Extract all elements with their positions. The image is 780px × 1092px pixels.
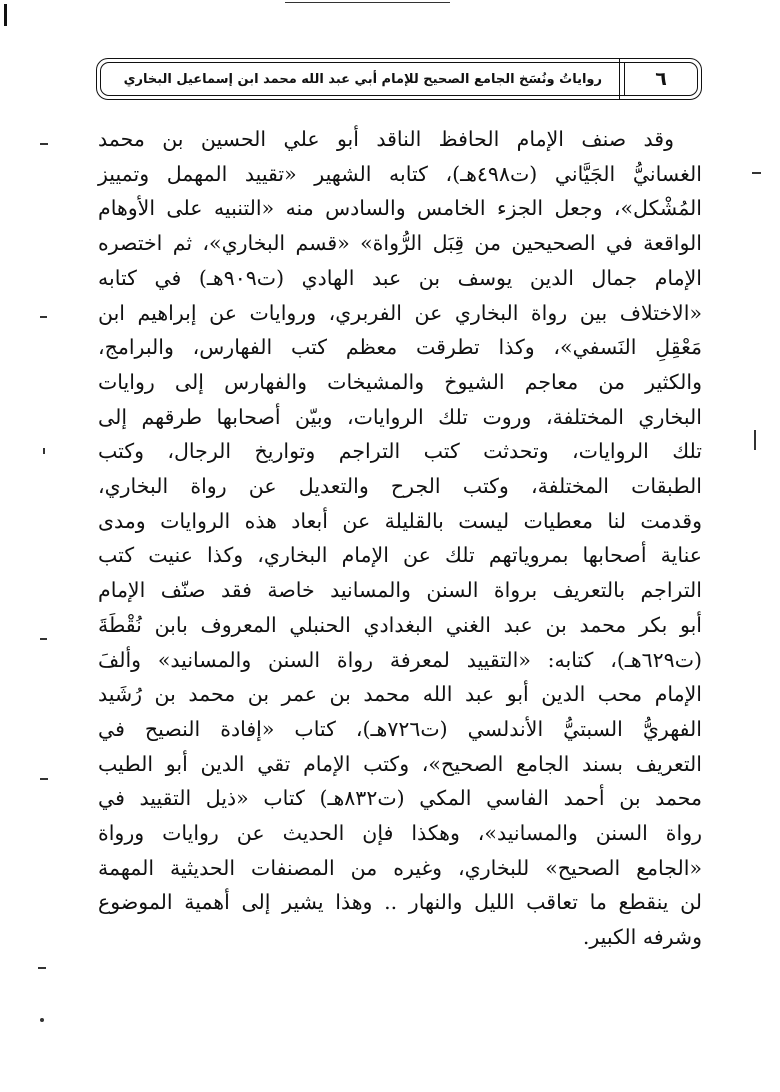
text-line: التعريف بسند الجامع الصحيح»، وكتب الإمام تقي الدين أبو الطيب	[98, 751, 702, 776]
text-line: «الجامع الصحيح» للبخاري، وغيره من المصنفات الحديثية المهمة	[98, 855, 702, 880]
margin-mark	[40, 143, 48, 145]
text-line: الواقعة في الصحيحين من قِبَل الرُّواة» «قسم البخاري»، ثم اختصره	[98, 231, 702, 256]
text-line: محمد بن أحمد الفاسي المكي (ت٨٣٢هـ) كتاب «ذيل التقييد في	[98, 786, 702, 811]
text-line: مَعْقِلِ النَسفي»، وكذا تطرقت معظم كتب الفهارس، والبرامج،	[98, 335, 702, 360]
text-line: «الاختلاف بين رواة البخاري عن الفربري، وروايات عن إبراهيم ابن	[98, 300, 702, 325]
text-line: والكثير من معاجم الشيوخ والمشيخات والفهارس إلى روايات	[98, 369, 702, 394]
text-line: وقد صنف الإمام الحافظ الناقد أبو علي الحسين بن محمد	[98, 127, 674, 151]
running-title: رواياتُ ونُسَخ الجامع الصحيح للإمام أبي عبد الله محمد ابن إسماعيل البخاري	[123, 71, 602, 87]
text-line: وشرفه الكبير.	[582, 925, 702, 950]
margin-mark	[752, 172, 761, 174]
text-line: الفهريُّ السبتيُّ الأندلسي (ت٧٢٦هـ)، كتاب «إفادة النصيح في	[98, 716, 702, 741]
margin-mark	[43, 448, 45, 454]
margin-mark	[754, 430, 756, 450]
text-line: الغسانيُّ الجَيَّاني (ت٤٩٨هـ)، كتابه الشهير «تقييد المهمل وتمييز	[98, 161, 702, 186]
margin-mark	[40, 638, 47, 640]
text-line: وقدمت لنا معطيات ليست بالقليلة عن أبعاد هذه الروايات ومدى	[98, 508, 702, 533]
text-line: رواة السنن والمسانيد»، وهكذا فإن الحديث عن روايات ورواة	[98, 821, 702, 846]
text-line: أبو بكر محمد بن عبد الغني البغدادي الحنبلي المعروف بابن نُقْطَةَ	[98, 612, 702, 637]
text-line: الإمام جمال الدين يوسف بن عبد الهادي (ت٩٠٩هـ) في كتابه	[98, 265, 702, 290]
text-line: لن ينقطع ما تعاقب الليل والنهار .. وهذا يشير إلى أهمية الموضوع	[98, 890, 702, 915]
margin-mark	[40, 316, 47, 318]
page-number: ٦	[619, 58, 702, 100]
body-text	[98, 122, 702, 955]
text-line: المُشْكل»، وجعل الجزء الخامس والسادس منه «التنبيه على الأوهام	[98, 196, 702, 221]
corner-mark	[4, 4, 7, 26]
text-line: الإمام محب الدين أبو عبد الله محمد بن عمر بن محمد بن رُشَيد	[98, 682, 702, 707]
text-line: الطبقات المختلفة، وكتب الجرح والتعديل عن رواة البخاري،	[98, 474, 702, 499]
margin-mark	[38, 967, 46, 969]
top-rule	[285, 2, 450, 3]
text-line: (ت٦٢٩هـ)، كتابه: «التقييد لمعرفة رواة السنن والمسانيد» وألفَ	[98, 647, 702, 672]
text-line: التراجم بالتعريف برواة السنن والمسانيد خاصة فقد صنّف الإمام	[98, 578, 702, 603]
text-line: عناية أصحابها بمروياتهم تلك عن الإمام البخاري، وكذا عنيت كتب	[98, 543, 702, 568]
margin-mark	[40, 1018, 44, 1022]
page-header	[96, 58, 702, 100]
text-line: البخاري المختلفة، وروت تلك الروايات، وبيّن أصحابها طرقهم إلى	[98, 404, 702, 429]
margin-mark	[40, 778, 48, 780]
text-line: تلك الروايات، وتحدثت كتب التراجم وتواريخ الرجال، وكتب	[98, 439, 702, 464]
